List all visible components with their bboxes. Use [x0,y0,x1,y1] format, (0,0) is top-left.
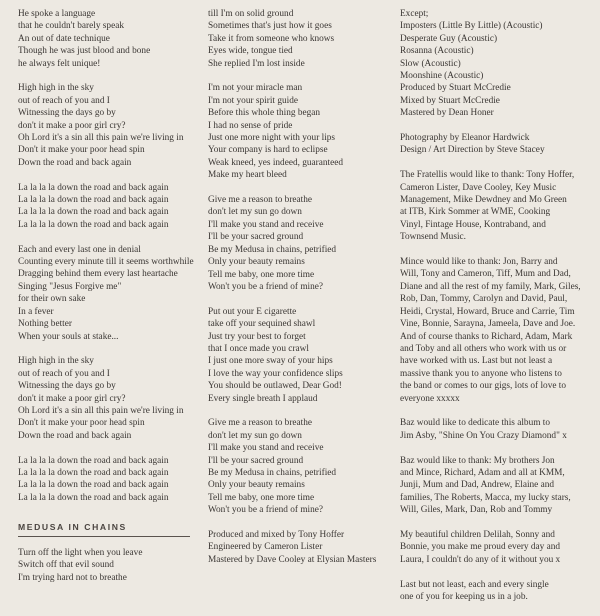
text-line: Cameron Lister, Dave Cooley, Key Music [400,182,557,193]
text-line: Baz would like to thank: My brothers Jon [400,455,555,466]
text-line: Before this whole thing began [208,108,321,119]
text-line: Mince would like to thank: Jon, Barry and [400,257,558,268]
text-line: Eyes wide, tongue tied [208,46,293,57]
text-line: Rosanna (Acoustic) [400,46,474,57]
text-line: Except; [400,9,429,19]
credits-column-right [400,8,590,616]
text-line: one of you for keeping us in a job. [400,591,528,602]
text-block [208,82,390,181]
text-line: Will, Tony and Cameron, Tiff, Mum and Dad, [400,269,571,280]
text-block [400,169,590,243]
text-line: Dragging behind them every last heartache [18,269,178,280]
lyrics-column-left [18,8,203,597]
text-line: La la la la down the road and back again [18,480,169,491]
text-line: La la la la down the road and back again [18,219,169,230]
text-line: take off your sequined shawl [208,319,316,330]
text-line: Don't it make your poor head spin [18,145,145,156]
text-line: at ITB, Kirk Sommer at WME, Cooking [400,207,551,218]
text-line: don't let my sun go down [208,207,302,218]
text-line: I'll be your sacred ground [208,232,304,243]
text-line: I'll make you stand and receive [208,219,324,230]
text-line: the band or comes to our gigs, lots of love to [400,381,567,392]
lyrics-block-after-heading [18,547,203,584]
text-block [208,306,390,405]
text-line: La la la la down the road and back again [18,195,169,206]
text-line: I had no sense of pride [208,120,293,131]
text-block [18,244,203,343]
text-line: La la la la down the road and back again [18,492,169,503]
text-line: Bonnie, you make me proud every day and [400,542,561,553]
text-line: Won't you be a friend of mine? [208,281,324,292]
text-line: Oh Lord it's a sin all this pain we're living in [18,405,184,416]
text-line: Desperate Guy (Acoustic) [400,33,498,44]
text-line: Moonshine (Acoustic) [400,71,484,82]
text-line: Mixed by Stuart McCredie [400,95,500,106]
text-line: and Mince, Richard, Adam and all at KMM, [400,467,565,478]
text-block [400,579,590,604]
text-line: Rob, Dan, Tommy, Carolyn and David, Paul, [400,294,568,305]
credits-blocks [400,8,590,603]
text-block [400,455,590,517]
lyrics-column-middle [208,8,390,579]
text-line: Jim Asby, "Shine On You Crazy Diamond" x [400,430,567,441]
text-line: Each and every last one in denial [18,244,141,255]
text-block [18,8,203,70]
text-line: Mastered by Dean Honer [400,108,494,119]
text-line: I'm not your miracle man [208,83,303,94]
text-line: Witnessing the days go by [18,381,116,392]
text-line: Though he was just blood and bone [18,46,151,57]
text-line: La la la la down the road and back again [18,182,169,193]
text-line: Photography by Eleanor Hardwick [400,133,530,144]
text-line: She replied I'm lost inside [208,58,305,69]
text-line: Turn off the light when you leave [18,547,143,558]
text-block [18,355,203,442]
text-line: Give me a reason to breathe [208,418,313,429]
text-line: Down the road and back again [18,430,132,441]
text-line: Put out your E cigarette [208,306,297,317]
text-line: Slow (Acoustic) [400,58,461,69]
text-line: that I once made you crawl [208,343,309,354]
text-line: Every single breath I applaud [208,393,318,404]
text-line: Heidi, Crystal, Howard, Bruce and Carrie, Tim [400,306,575,317]
text-line: Produced by Stuart McCredie [400,83,511,94]
text-block [400,256,590,405]
text-line: La la la la down the road and back again [18,467,169,478]
text-line: Tell me baby, one more time [208,492,315,503]
text-line: everyone xxxxx [400,393,460,404]
text-line: Management, Mike Dewdney and Mo Green [400,195,567,206]
text-block [208,417,390,516]
song-title-heading: MEDUSA IN CHAINS [18,521,127,532]
text-line: You should be outlawed, Dear God! [208,381,342,392]
text-line: In a fever [18,306,54,317]
text-line: Will, Giles, Mark, Dan, Rob and Tommy [400,505,553,516]
text-line: out of reach of you and I [18,95,110,106]
text-line: Diane and all the rest of my family, Mark, Giles, [400,281,581,292]
heading-divider [18,536,190,537]
text-line: Just try your best to forget [208,331,306,342]
text-line: till I'm on solid ground [208,9,294,19]
text-line: And of course thanks to Richard, Adam, Mark [400,331,573,342]
text-line: Weak kneed, yes indeed, guaranteed [208,157,344,168]
text-line: I'll make you stand and receive [208,443,324,454]
text-line: When your souls at stake... [18,331,119,342]
text-line: Baz would like to dedicate this album to [400,418,551,429]
text-block [400,132,590,157]
text-line: Take it from someone who knows [208,33,335,44]
text-block [400,417,590,442]
text-block [400,529,590,566]
lyrics-blocks [18,8,203,504]
text-line: Only your beauty remains [208,257,305,268]
text-line: Vine, Bonnie, Sarayna, Jameela, Dave and Joe. [400,319,576,330]
text-block [18,182,203,232]
text-block [208,8,390,70]
text-line: that he couldn't barely speak [18,21,124,32]
text-line: Laura, I couldn't do any of it without you x [400,554,561,565]
text-line: Make my heart bleed [208,170,287,181]
text-line: Engineered by Cameron Lister [208,542,323,553]
text-line: Counting every minute till it seems worthwhile [18,257,194,268]
text-line: Your company is hard to eclipse [208,145,328,156]
text-line: Produced and mixed by Tony Hoffer [208,529,345,540]
text-line: An out of date technique [18,33,110,44]
text-line: don't it make a poor girl cry? [18,120,126,131]
text-line: High high in the sky [18,356,94,367]
text-line: High high in the sky [18,83,94,94]
text-line: La la la la down the road and back again [18,455,169,466]
text-line: Down the road and back again [18,157,132,168]
text-line: massive thank you to anyone who listens to [400,368,562,379]
text-line: Vinyl, Fintage House, Kontraband, and [400,219,546,230]
text-line: Oh Lord it's a sin all this pain we're living in [18,133,184,144]
text-line: have worked with us. Last but not least a [400,356,553,367]
text-line: and Toby and all others who work with us or [400,343,567,354]
text-line: Give me a reason to breathe [208,195,313,206]
text-line: Mastered by Dave Cooley at Elysian Masters [208,554,377,565]
text-line: Townsend Music. [400,232,466,243]
text-line: La la la la down the road and back again [18,207,169,218]
text-line: Only your beauty remains [208,480,305,491]
text-block [208,194,390,293]
text-line: Just one more night with your lips [208,133,336,144]
text-line: don't it make a poor girl cry? [18,393,126,404]
text-line: he always felt unique! [18,58,101,69]
text-line: out of reach of you and I [18,368,110,379]
text-line: Design / Art Direction by Steve Stacey [400,145,545,156]
text-line: Witnessing the days go by [18,108,116,119]
text-line: I love the way your confidence slips [208,368,343,379]
text-line: Junji, Mum and Dad, Andrew, Elaine and [400,480,555,491]
text-line: Nothing better [18,319,72,330]
text-line: Be my Medusa in chains, petrified [208,467,337,478]
text-line: don't let my sun go down [208,430,302,441]
text-block [18,82,203,169]
text-line: I'm not your spirit guide [208,95,298,106]
text-line: I'm trying hard not to breathe [18,572,127,583]
text-line: My beautiful children Delilah, Sonny and [400,529,555,540]
text-line: Last but not least, each and every single [400,579,549,590]
lyrics-blocks [208,8,390,566]
text-line: I just one more sway of your hips [208,356,333,367]
text-line: for their own sake [18,294,86,305]
text-block [208,529,390,566]
text-line: The Fratellis would like to thank: Tony Hoffer, [400,170,575,181]
text-line: Switch off that evil sound [18,560,114,571]
text-block [400,8,590,120]
text-line: Won't you be a friend of mine? [208,505,324,516]
text-line: Tell me baby, one more time [208,269,315,280]
text-line: families, The Roberts, Macca, my lucky stars, [400,492,571,503]
text-line: Imposters (Little By Little) (Acoustic) [400,21,543,32]
text-line: He spoke a language [18,9,96,19]
text-line: Don't it make your poor head spin [18,418,145,429]
text-line: I'll be your sacred ground [208,455,304,466]
text-line: Singing "Jesus Forgive me" [18,281,122,292]
text-line: Be my Medusa in chains, petrified [208,244,337,255]
text-line: Sometimes that's just how it goes [208,21,332,32]
text-block [18,455,203,505]
